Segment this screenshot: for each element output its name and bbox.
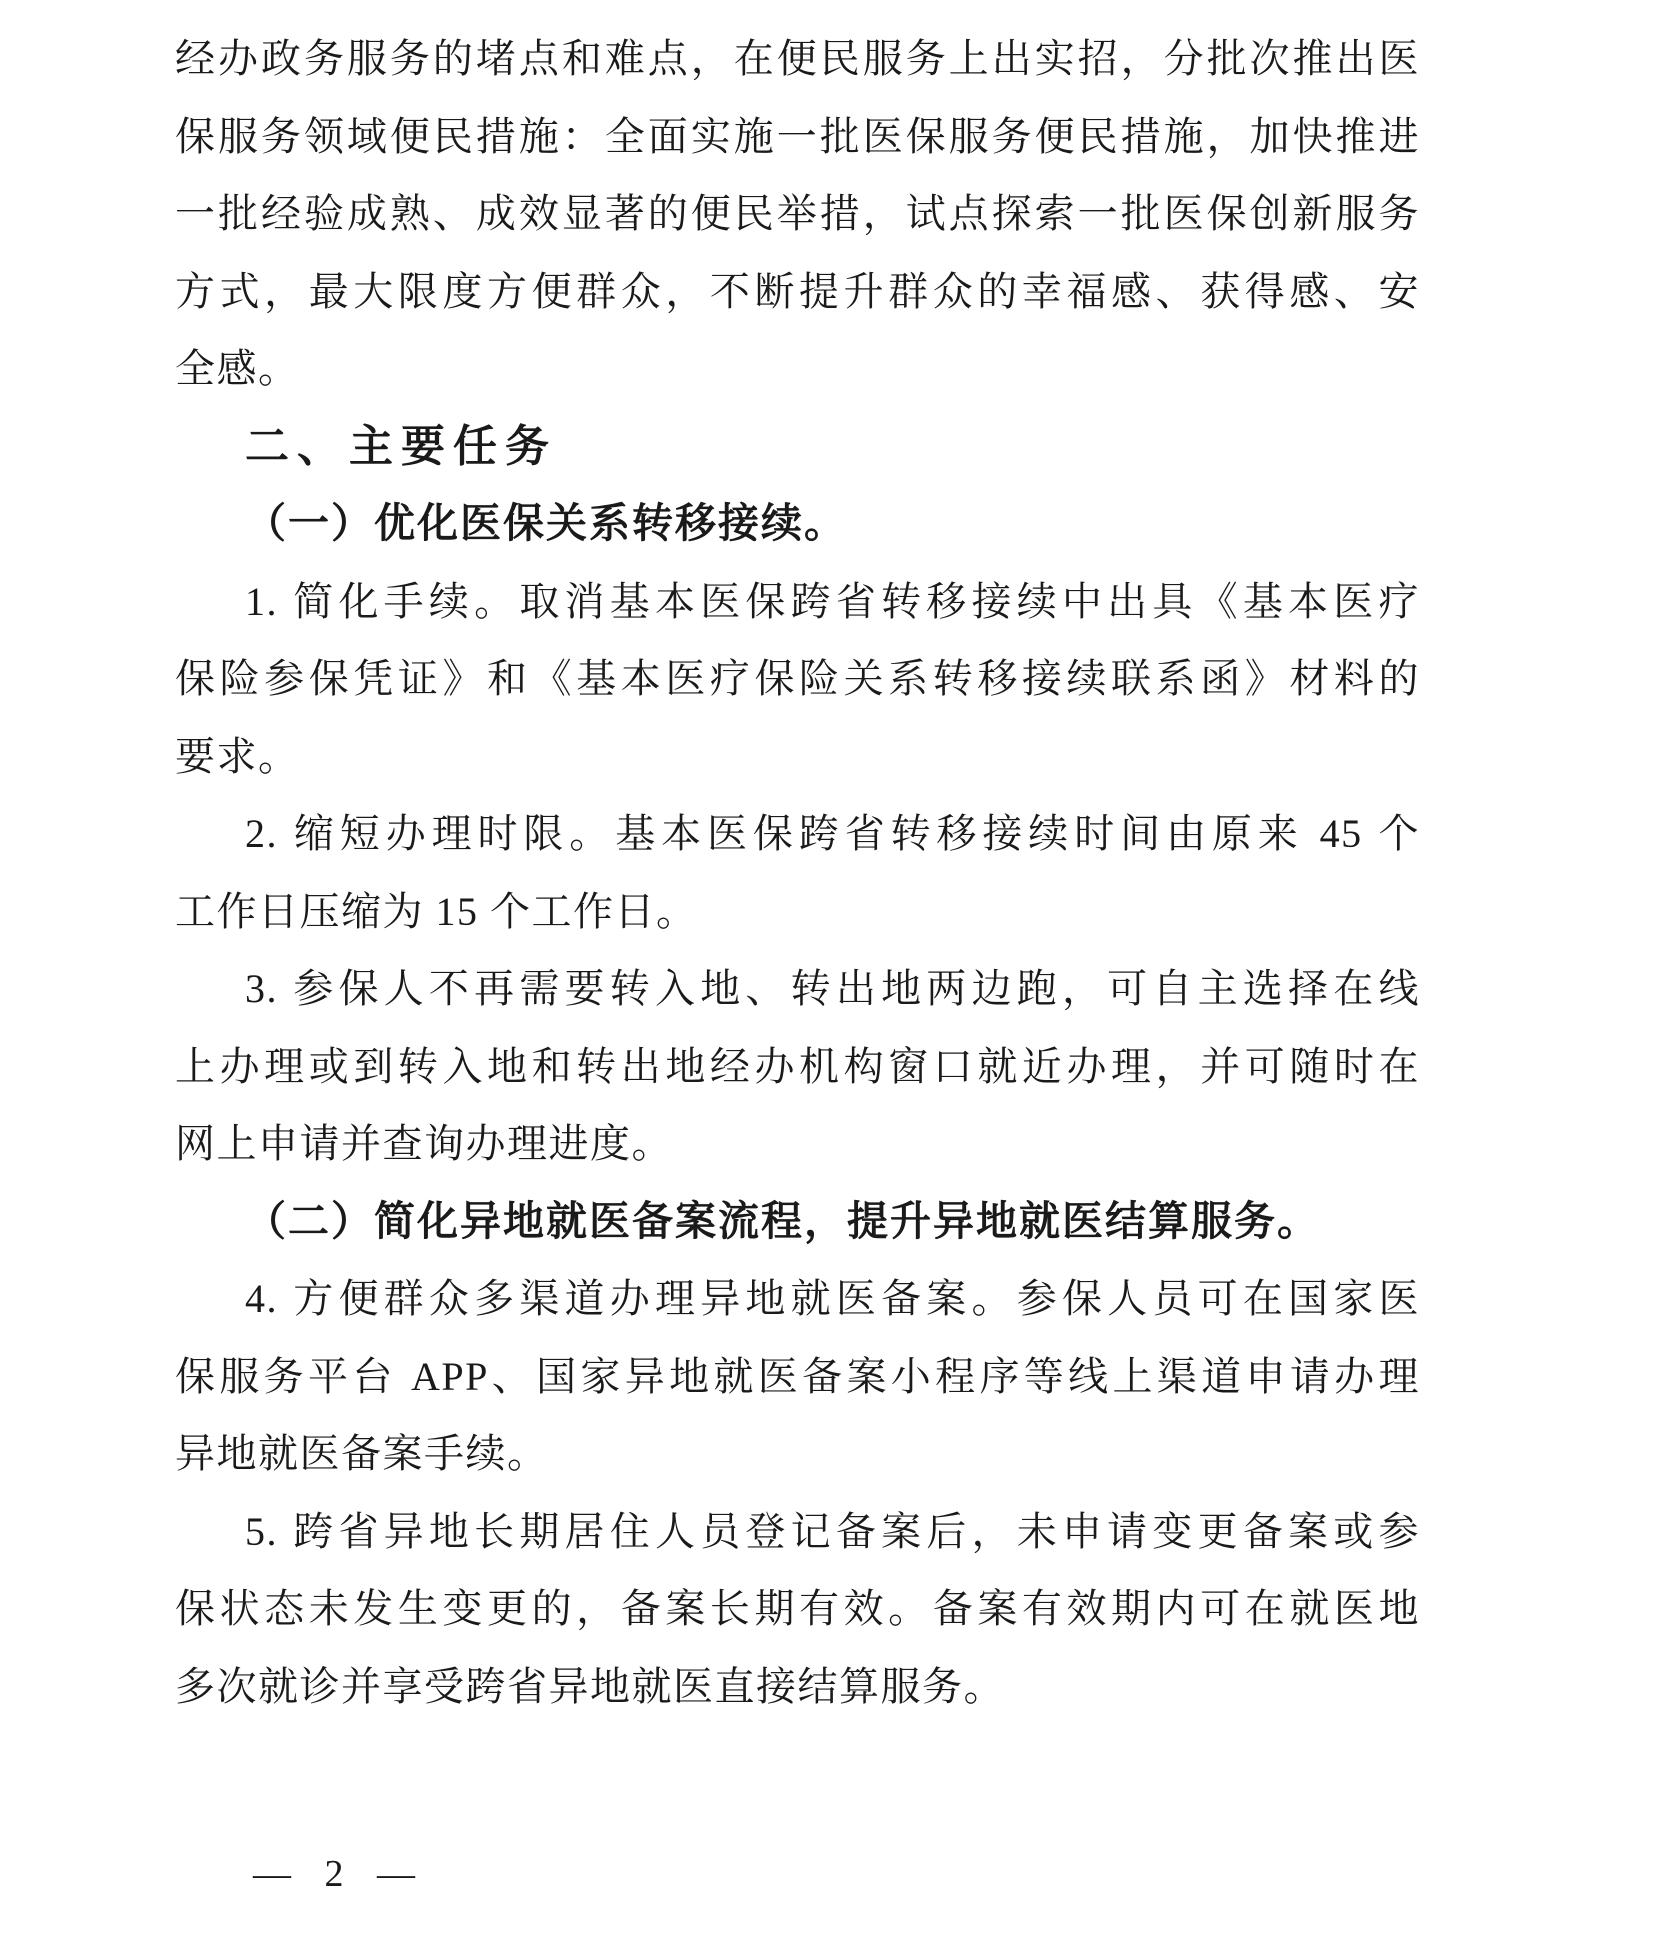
doc-line: 方式，最大限度方便群众，不断提升群众的幸福感、获得感、安 xyxy=(175,268,1420,314)
doc-line: 要求。 xyxy=(175,733,300,779)
subsection-heading: （二）简化异地就医备案流程，提升异地就医结算服务。 xyxy=(245,1197,1320,1244)
doc-line: 多次就诊并享受跨省异地就医直接结算服务。 xyxy=(175,1663,1005,1709)
doc-line: 一批经验成熟、成效显著的便民举措，试点探索一批医保创新服务 xyxy=(175,191,1420,236)
doc-line: 1. 简化手续。取消基本医保跨省转移接续中出具《基本医疗 xyxy=(245,578,1420,624)
doc-line: 3. 参保人不再需要转入地、转出地两边跑，可自主选择在线 xyxy=(245,966,1420,1011)
subsection-heading: （一）优化医保关系转移接续。 xyxy=(245,500,847,546)
doc-line: 保状态未发生变更的，备案长期有效。备案有效期内可在就医地 xyxy=(175,1586,1420,1631)
doc-line: 异地就医备案手续。 xyxy=(175,1431,549,1476)
doc-line: 全感。 xyxy=(175,346,300,391)
doc-line: 保服务平台 APP、国家异地就医备案小程序等线上渠道申请办理 xyxy=(175,1353,1420,1399)
doc-line: 5. 跨省异地长期居住人员登记备案后，未申请变更备案或参 xyxy=(245,1508,1420,1554)
doc-line: 经办政务服务的堵点和难点，在便民服务上出实招，分批次推出医 xyxy=(175,36,1420,81)
document-content xyxy=(175,20,1420,1725)
section-heading: 二、主要任务 xyxy=(245,421,557,471)
page-number: — 2 — xyxy=(253,1853,419,1895)
doc-line: 4. 方便群众多渠道办理异地就医备案。参保人员可在国家医 xyxy=(245,1276,1420,1321)
doc-line: 2. 缩短办理时限。基本医保跨省转移接续时间由原来 45 个 xyxy=(245,811,1420,856)
doc-line: 上办理或到转入地和转出地经办机构窗口就近办理，并可随时在 xyxy=(175,1043,1420,1089)
doc-line: 保险参保凭证》和《基本医疗保险关系转移接续联系函》材料的 xyxy=(175,656,1420,701)
doc-line: 网上申请并查询办理进度。 xyxy=(175,1121,673,1166)
doc-line: 保服务领域便民措施：全面实施一批医保服务便民措施，加快推进 xyxy=(175,113,1420,159)
doc-line: 工作日压缩为 15 个工作日。 xyxy=(175,888,698,934)
